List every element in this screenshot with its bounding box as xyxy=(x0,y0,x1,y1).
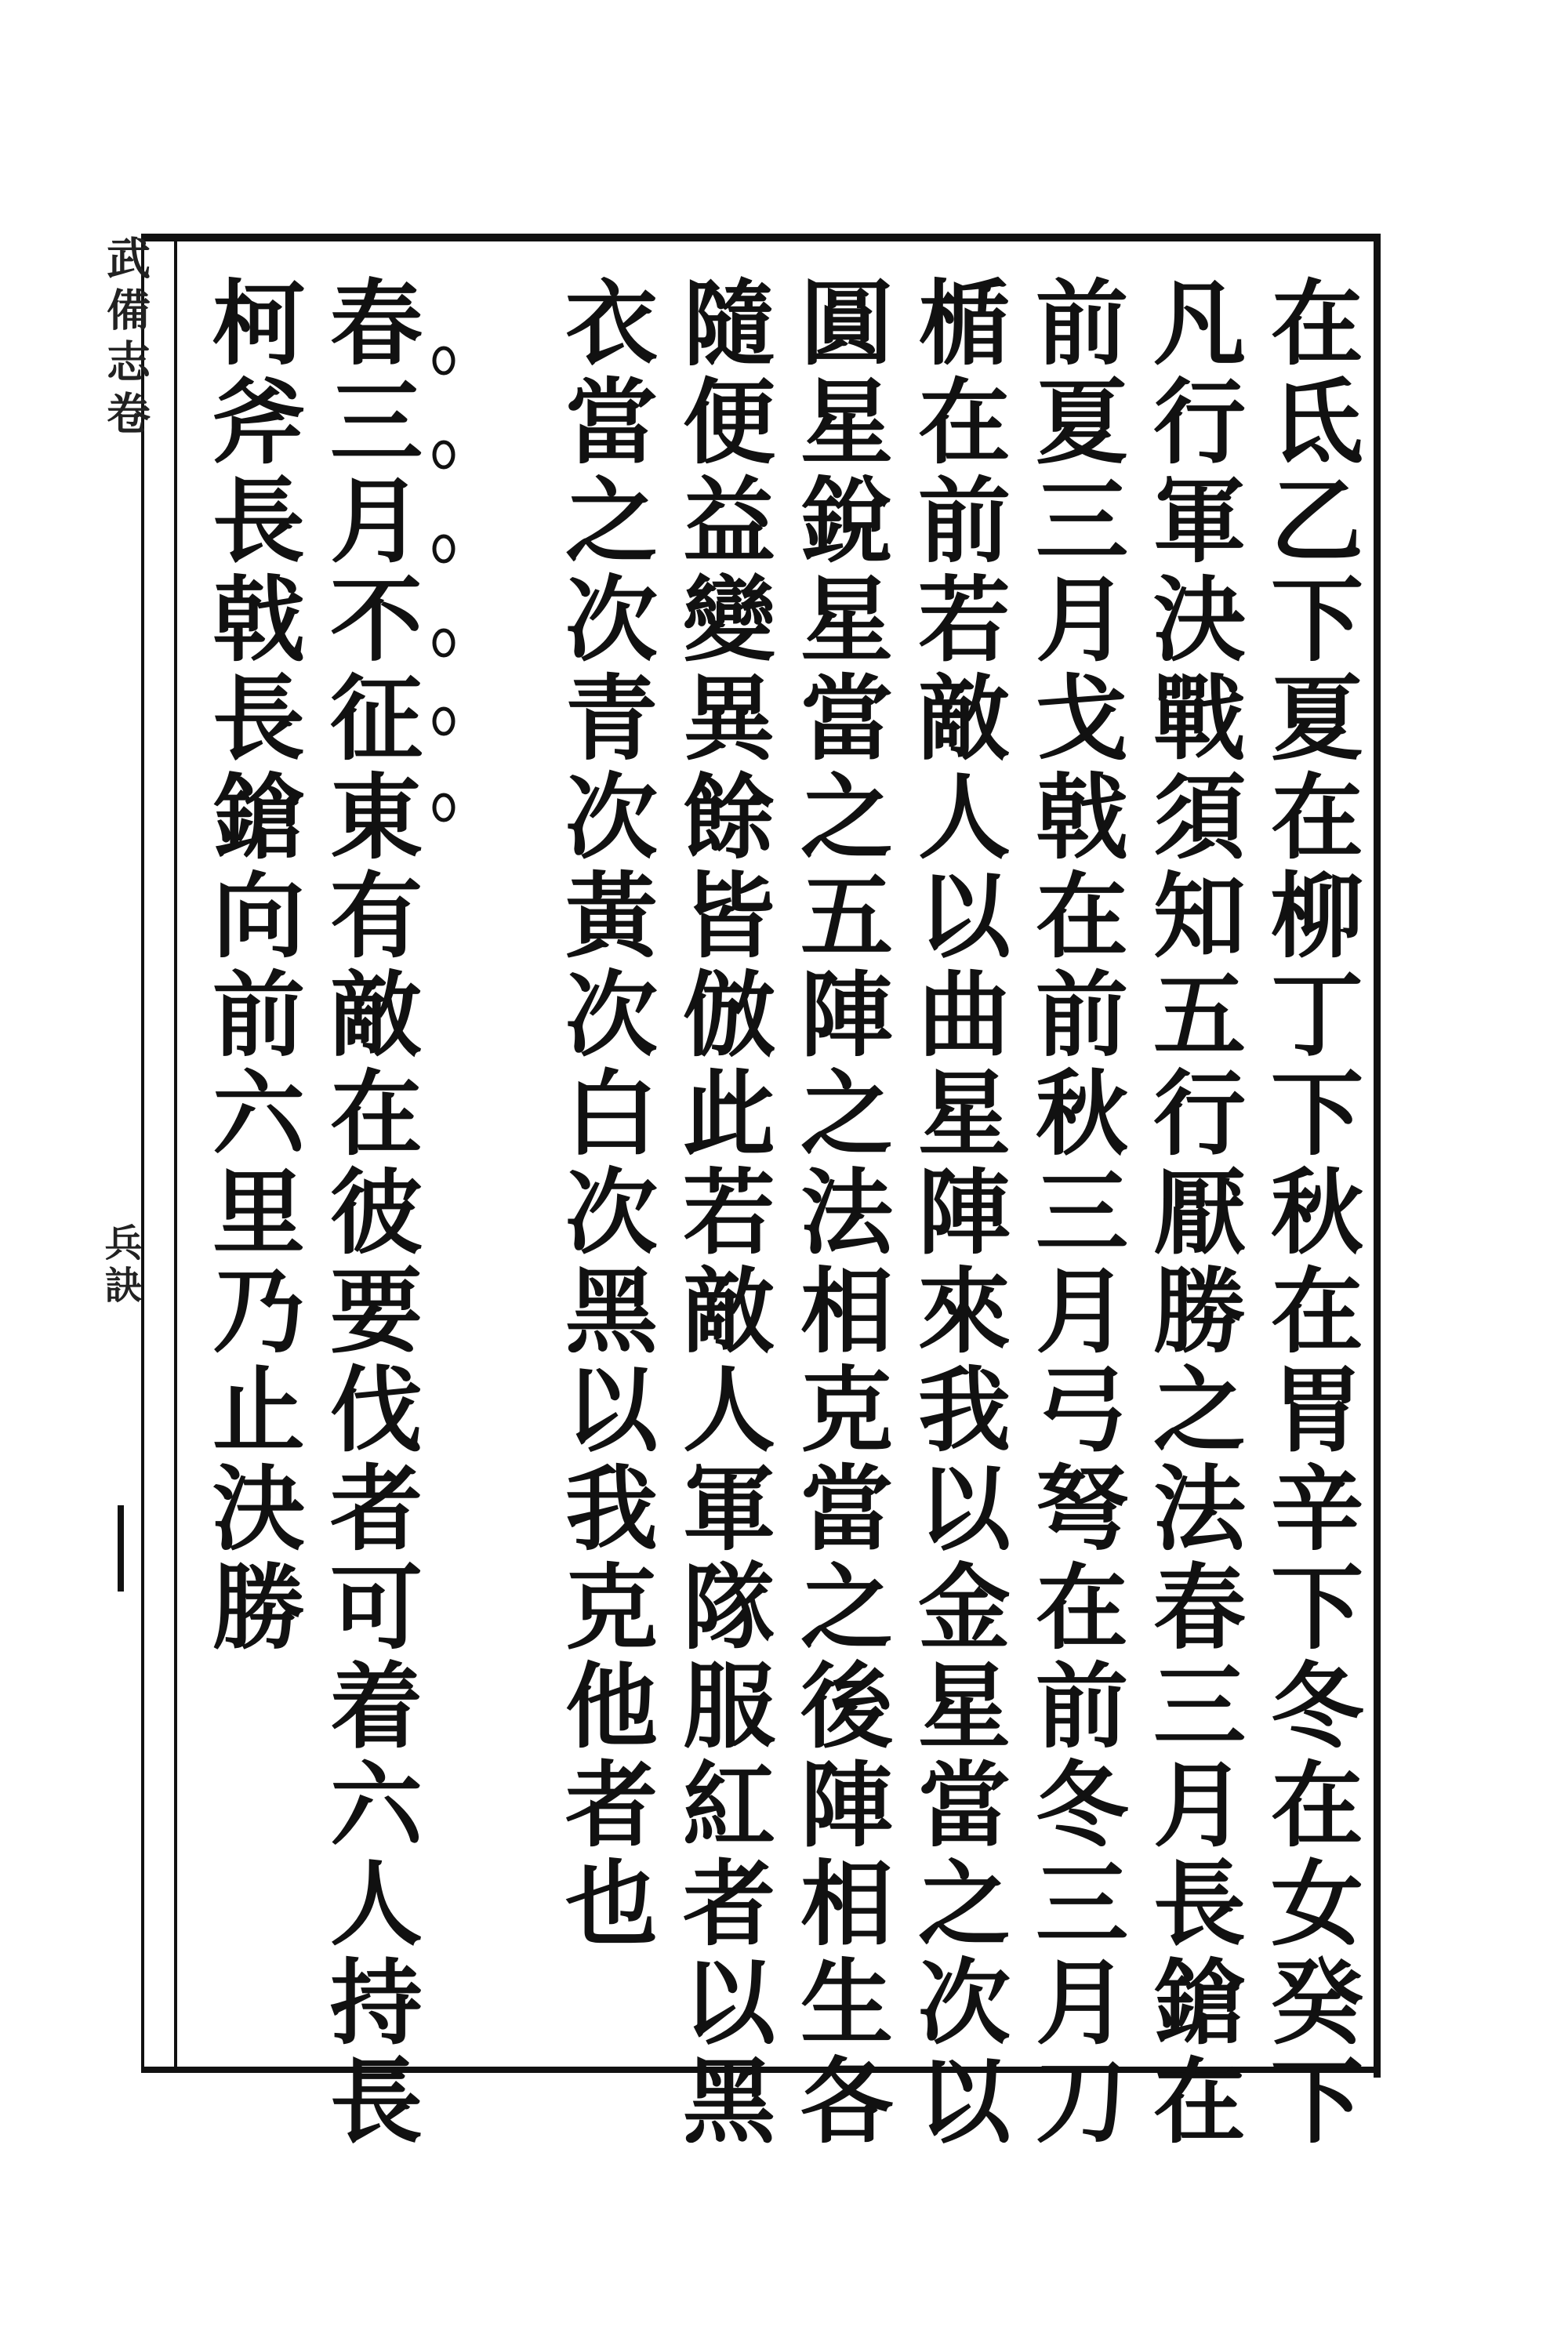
text-column-8: 春三月不征東有敵在彼要伐者可着六人持長 xyxy=(314,274,423,2151)
frame-inner-left-line xyxy=(174,241,177,2068)
circle-mark xyxy=(434,442,453,467)
text-column-7: 衣當之次青次黃次白次黑以我克他者也 xyxy=(550,274,659,1954)
folio-mark xyxy=(118,1505,124,1592)
text-column-3: 前夏三月戈戟在前秋三月弓弩在前冬三月刀 xyxy=(1020,274,1129,2151)
frame-top-line xyxy=(141,234,1380,241)
text-column-9: 柯斧長戟長鎗向前六里乃止決勝 xyxy=(197,274,306,1657)
circle-mark xyxy=(434,536,453,561)
text-column-2: 凡行軍決戰須知五行厭勝之法春三月長鎗在 xyxy=(1138,274,1247,2151)
frame-outer-left-line xyxy=(141,234,144,2073)
punctuation-circles xyxy=(428,345,459,831)
frame-right-line xyxy=(1374,234,1381,2078)
margin-title: 武備志卷 xyxy=(100,235,151,442)
circle-mark xyxy=(434,630,453,655)
text-column-4: 楯在前若敵人以曲星陣來我以金星當之次以 xyxy=(902,274,1011,2151)
circle-mark xyxy=(434,709,453,734)
text-column-5: 圓星銳星當之五陣之法相克當之後陣相生各 xyxy=(785,274,894,2151)
text-column-6: 隨便益變異餘皆倣此若敵人軍隊服紅者以黑 xyxy=(667,274,776,2151)
circle-mark xyxy=(434,795,453,820)
circle-mark xyxy=(434,348,453,373)
text-column-1: 在氐乙下夏在柳丁下秋在胃辛下冬在女癸下 xyxy=(1255,274,1364,2151)
margin-series: 兵訣 xyxy=(98,1223,142,1308)
